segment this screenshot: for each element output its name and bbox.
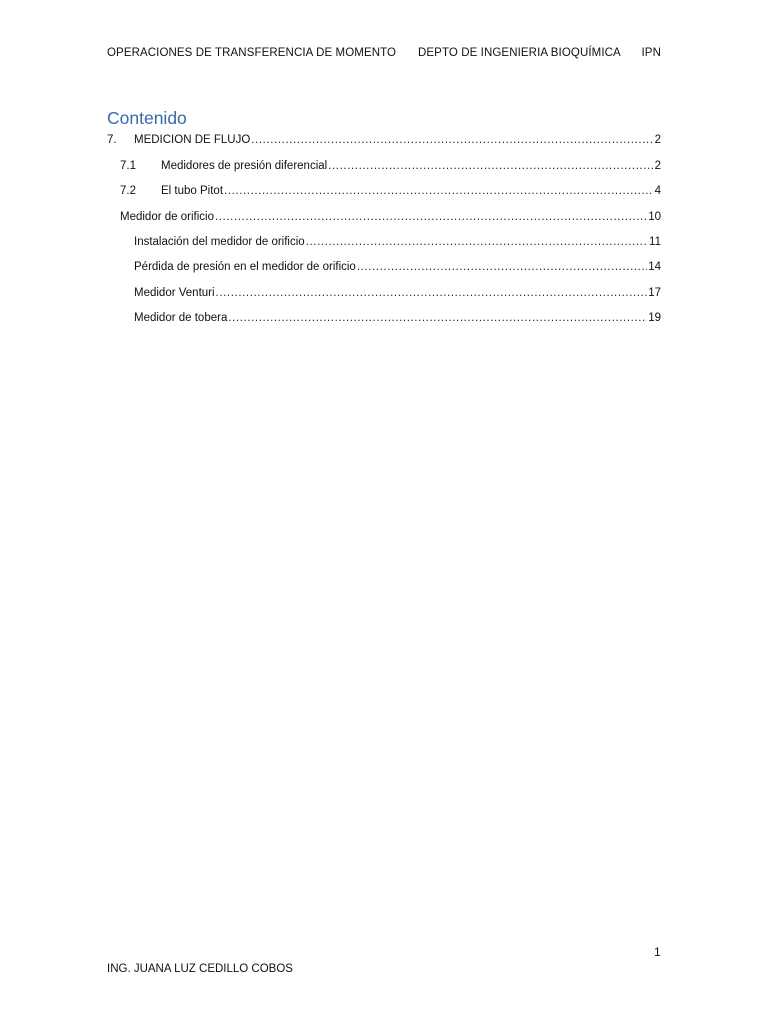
toc-entry-text: Medidor Venturi	[134, 287, 215, 299]
toc-entry-page: 14	[648, 261, 661, 273]
toc-entry-text: Instalación del medidor de orificio	[134, 236, 305, 248]
toc-dot-leader	[216, 287, 648, 299]
toc-entry-text: Medidor de orificio	[120, 211, 214, 223]
toc-entry[interactable]	[134, 261, 661, 277]
toc-entry-text: Medidor de tobera	[134, 312, 228, 324]
toc-entry-page: 2	[654, 160, 661, 172]
toc-entry-number: 7.	[107, 134, 117, 146]
page-header	[107, 47, 661, 63]
toc-entry-number: 7.1	[120, 160, 136, 172]
toc-entry-text: MEDICION DE FLUJO	[134, 134, 251, 146]
toc-dot-leader	[357, 261, 647, 273]
toc-dot-leader	[228, 312, 647, 324]
toc-title: Contenido	[107, 108, 187, 128]
toc-entry[interactable]	[134, 312, 661, 328]
toc-entry[interactable]	[120, 211, 661, 227]
toc-entry-page: 10	[648, 211, 661, 223]
toc-dot-leader	[215, 211, 647, 223]
toc-entry-page: 2	[654, 134, 661, 146]
header-department: DEPTO DE INGENIERIA BIOQUÍMICA	[418, 47, 621, 59]
toc-entry[interactable]	[134, 287, 661, 303]
toc-entry-page: 4	[654, 185, 661, 197]
toc-entry-text: El tubo Pitot	[161, 185, 224, 197]
toc-entry[interactable]	[120, 185, 661, 201]
toc-entry-text: Medidores de presión diferencial	[161, 160, 328, 172]
header-institution: IPN	[641, 47, 661, 59]
toc-entry-page: 11	[649, 236, 661, 248]
toc-dot-leader	[306, 236, 648, 248]
toc-dot-leader	[251, 134, 653, 146]
toc-dot-leader	[328, 160, 653, 172]
toc-entry[interactable]	[134, 236, 661, 252]
toc-entry[interactable]	[120, 160, 661, 176]
toc-entry[interactable]	[107, 134, 661, 150]
toc-entry-number: 7.2	[120, 185, 136, 197]
page-footer-author: ING. JUANA LUZ CEDILLO COBOS	[107, 963, 293, 975]
toc-entry-page: 19	[648, 312, 661, 324]
toc-entry-page: 17	[648, 287, 661, 299]
toc-entry-text: Pérdida de presión en el medidor de orificio	[134, 261, 356, 273]
page-number: 1	[654, 945, 661, 959]
toc-dot-leader	[224, 185, 654, 197]
header-course-title: OPERACIONES DE TRANSFERENCIA DE MOMENTO	[107, 47, 397, 59]
